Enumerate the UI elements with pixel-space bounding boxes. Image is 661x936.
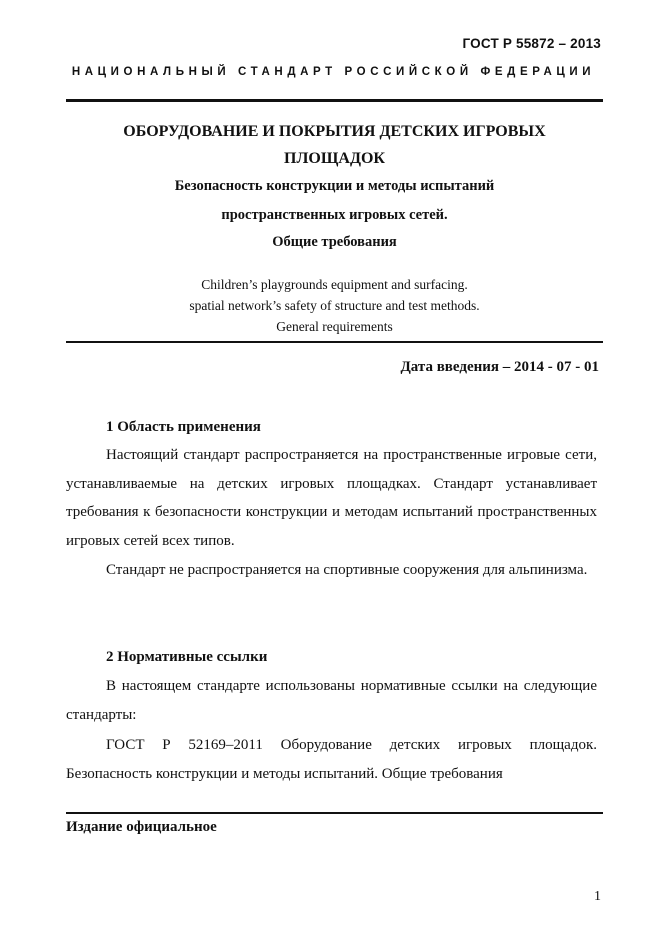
footer-rule bbox=[66, 812, 603, 814]
section-1-heading: 1 Область применения bbox=[106, 419, 261, 435]
english-title-line-2: spatial network’s safety of structure and test methods. bbox=[189, 298, 480, 313]
title-rule bbox=[66, 341, 603, 343]
section-2-paragraph-1: В настоящем стандарте использованы нормативные ссылки на следующие стандарты: bbox=[66, 678, 597, 723]
official-edition-label: Издание официальное bbox=[66, 819, 217, 835]
subtitle-line-3: Общие требования bbox=[272, 234, 397, 250]
national-standard-banner: НАЦИОНАЛЬНЫЙ СТАНДАРТ РОССИЙСКОЙ ФЕДЕРАЦИИ bbox=[71, 66, 596, 78]
subtitle-line-2: пространственных игровых сетей. bbox=[221, 207, 448, 223]
header-rule bbox=[66, 99, 603, 102]
section-2-heading: 2 Нормативные ссылки bbox=[106, 649, 268, 665]
page-number: 1 bbox=[594, 889, 601, 904]
section-2-paragraph-2: ГОСТ Р 52169–2011 Оборудование детских игровых площадок. Безопасность конструкции и методы испытаний. Общие требования bbox=[66, 737, 597, 782]
introduction-date: Дата введения – 2014 - 07 - 01 bbox=[400, 359, 599, 375]
main-title-line-2: ПЛОЩАДОК bbox=[284, 150, 385, 167]
english-title-line-3: General requirements bbox=[276, 319, 393, 334]
english-title-line-1: Children’s playgrounds equipment and surfacing. bbox=[201, 277, 468, 292]
subtitle-line-1: Безопасность конструкции и методы испытаний bbox=[174, 178, 495, 194]
main-title-line-1: ОБОРУДОВАНИЕ И ПОКРЫТИЯ ДЕТСКИХ ИГРОВЫХ bbox=[123, 123, 546, 140]
section-1-paragraph-2: Стандарт не распространяется на спортивные сооружения для альпинизма. bbox=[106, 562, 588, 578]
standard-code: ГОСТ Р 55872 – 2013 bbox=[462, 36, 601, 51]
section-1-paragraph-1: Настоящий стандарт распространяется на пространственные игровые сети, устанавливаемые на детских игровых площадках. Стандарт устанавливает требования к безопасности конструкции и методам испытаний пространственных игровых сетей всех типов. bbox=[66, 447, 597, 550]
